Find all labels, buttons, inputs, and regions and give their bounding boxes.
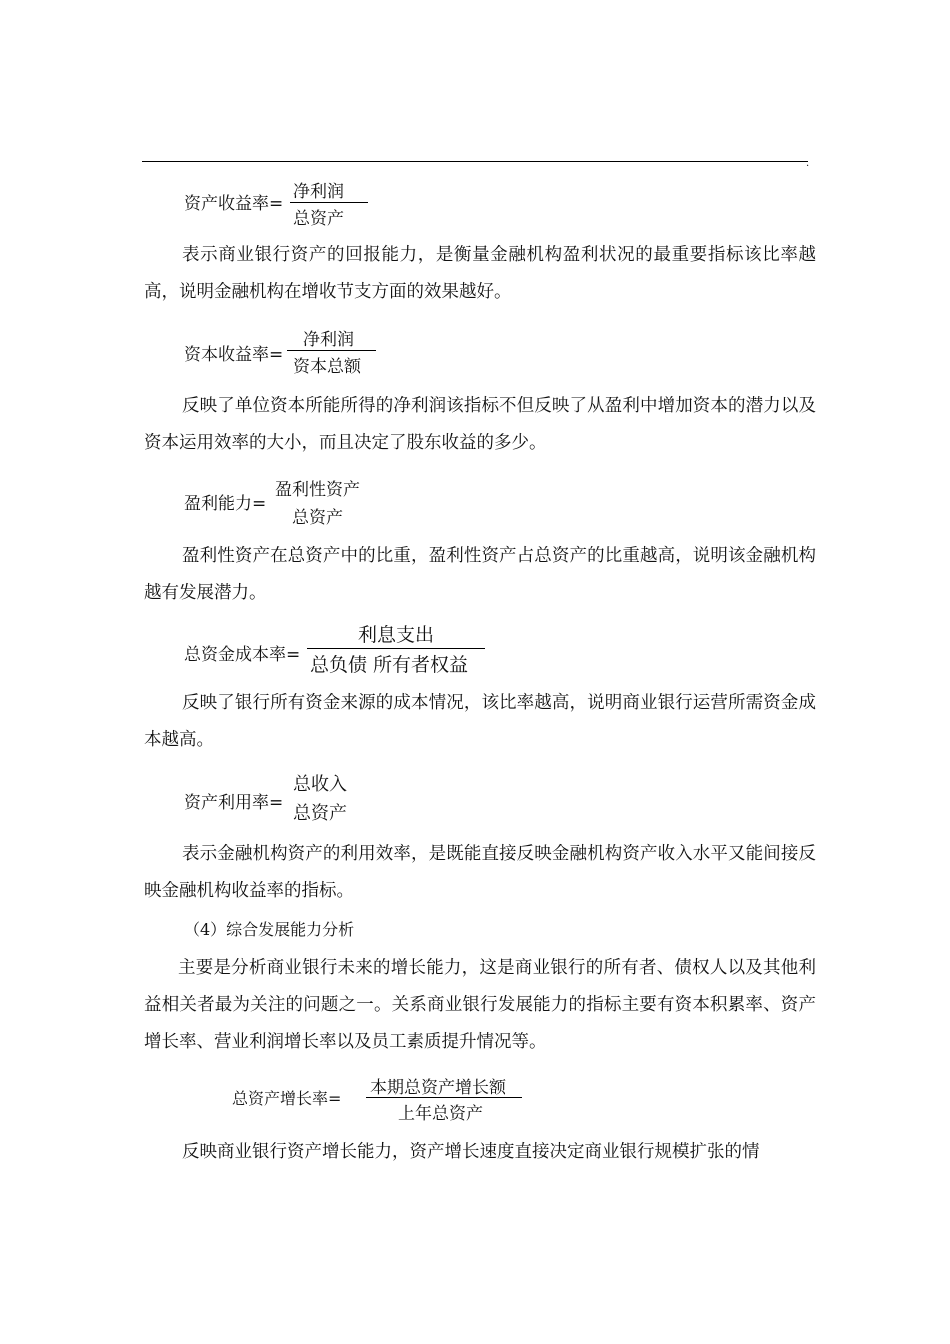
fraction-bar xyxy=(287,350,376,351)
formula-denominator: 上年总资产 xyxy=(398,1104,483,1124)
paragraph: 反映了单位资本所能所得的净利润该指标不但反映了从盈利中增加资本的潜力以及资本运用效率的大小，而且决定了股东收益的多少。 xyxy=(144,396,816,453)
formula-label: 盈利能力= xyxy=(184,494,267,514)
paragraph: 表示金融机构资产的利用效率，是既能直接反映金融机构资产收入水平又能间接反映金融机构收益率的指标。 xyxy=(144,844,816,901)
formula-numerator: 净利润 xyxy=(303,330,354,350)
paragraph: 主要是分析商业银行未来的增长能力，这是商业银行的所有者、债权人以及其他利益相关者最为关注的问题之一。关系商业银行发展能力的指标主要有资本积累率、资产增长率、营业利润增长率以及员工素质提升情况等。 xyxy=(144,958,816,1052)
paragraph: 反映商业银行资产增长能力，资产增长速度直接决定商业银行规模扩张的情 xyxy=(182,1142,760,1162)
formula-label: 总资金成本率= xyxy=(184,645,301,665)
paragraph: 盈利性资产在总资产中的比重，盈利性资产占总资产的比重越高，说明该金融机构越有发展潜力。 xyxy=(144,546,816,603)
formula-numerator: 本期总资产增长额 xyxy=(370,1078,506,1098)
header-rule xyxy=(142,161,808,162)
formula-numerator: 盈利性资产 xyxy=(275,480,360,500)
header-mark: . xyxy=(806,158,810,169)
formula-denominator: 资本总额 xyxy=(293,357,361,377)
paragraph: 反映了银行所有资金来源的成本情况，该比率越高，说明商业银行运营所需资金成本越高。 xyxy=(144,693,816,750)
formula-label: 资本收益率= xyxy=(184,345,284,365)
section-heading: （4）综合发展能力分析 xyxy=(184,920,355,939)
formula-denominator: 总资产 xyxy=(293,803,347,824)
fraction-bar xyxy=(290,202,368,203)
formula-numerator: 净利润 xyxy=(293,182,344,202)
formula-denominator: 总负债 所有者权益 xyxy=(310,654,469,676)
formula-denominator: 总资产 xyxy=(292,508,343,528)
fraction-bar xyxy=(307,648,485,649)
formula-denominator: 总资产 xyxy=(293,209,344,229)
formula-numerator: 总收入 xyxy=(293,774,347,795)
fraction-bar xyxy=(366,1097,522,1098)
formula-label: 资产收益率= xyxy=(184,194,284,214)
paragraph: 表示商业银行资产的回报能力，是衡量金融机构盈利状况的最重要指标该比率越高，说明金融机构在增收节支方面的效果越好。 xyxy=(144,245,816,302)
formula-numerator: 利息支出 xyxy=(358,624,435,646)
formula-label: 总资产增长率= xyxy=(232,1089,342,1108)
formula-label: 资产利用率= xyxy=(184,793,284,813)
